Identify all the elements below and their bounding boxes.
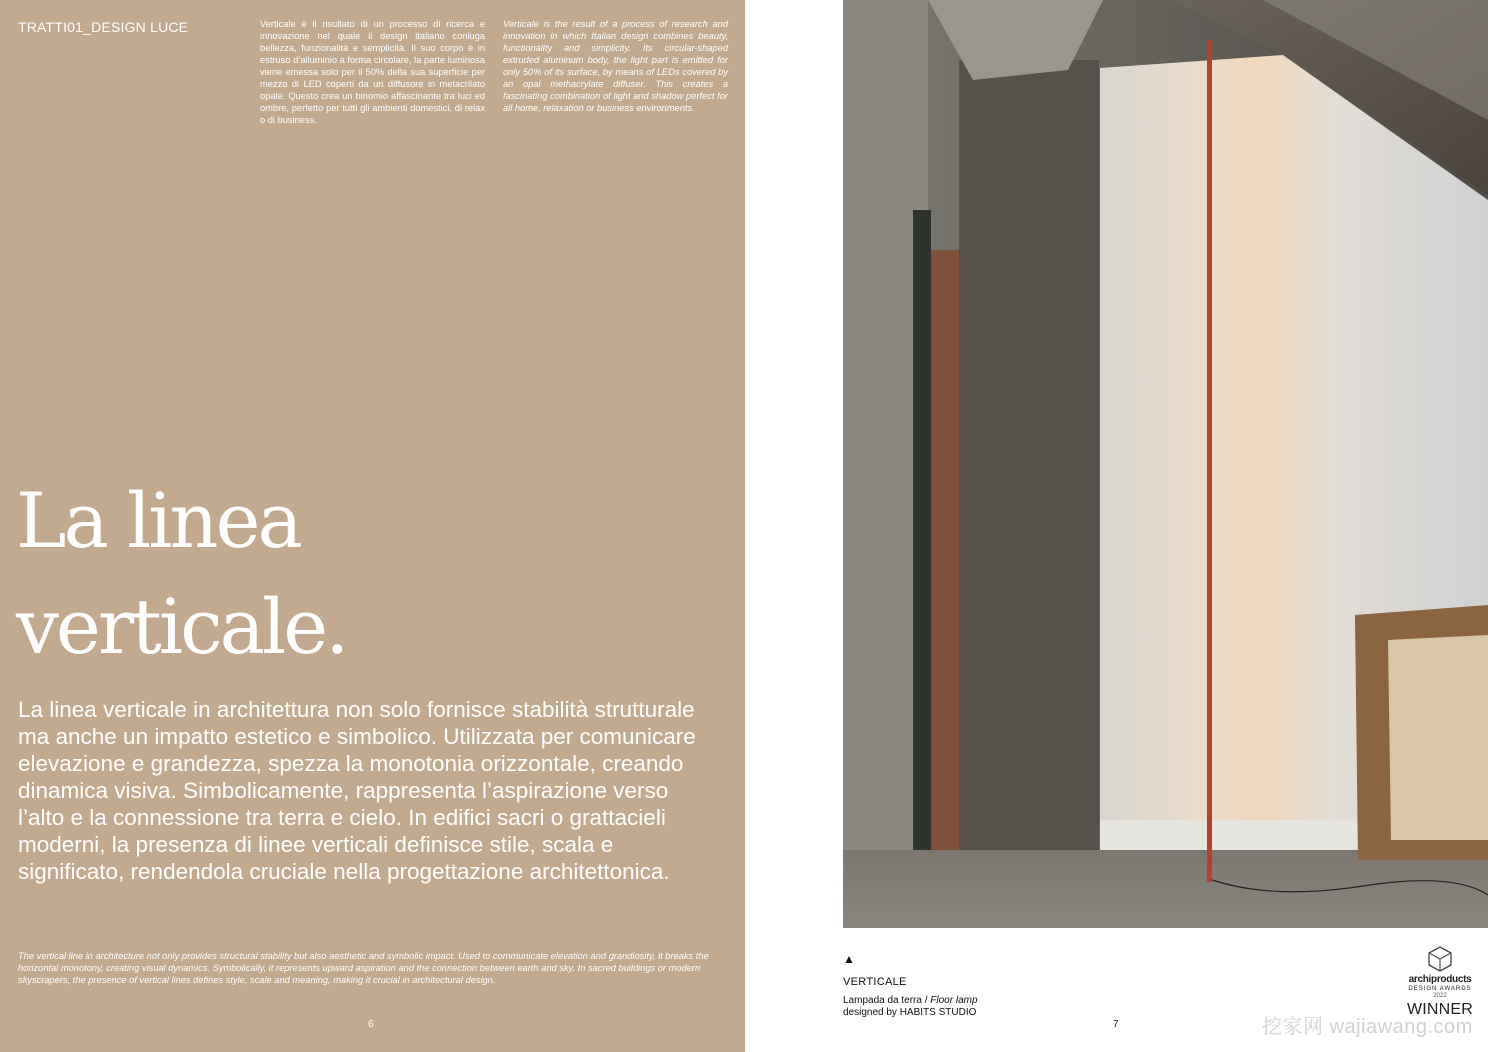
body-text-english: The vertical line in architecture not only provides structural stability but also aesthetic and symbolic impact. Used to communicate elevation and grandiosity, it breaks the horizontal monotony, creating visual dynamics. Symbolically, it represents upward aspiration and the connection between earth and sky. In sacred buildings or modern skyscrapers, the presence of vertical lines defines style, scale and meaning, making it crucial in architectural design. <box>18 951 709 985</box>
award-subtitle: DESIGN AWARDS <box>1408 986 1472 992</box>
award-year: 2022 <box>1433 993 1447 999</box>
award-badge <box>1400 945 1480 1019</box>
product-type-italian: Lampada da terra / <box>843 995 931 1006</box>
caption-arrow-icon: ▲ <box>843 952 855 966</box>
award-brand: archiproducts <box>1408 974 1472 985</box>
product-photo <box>843 0 1488 928</box>
body-text-italian: La linea verticale in architettura non solo fornisce stabilità strutturale ma anche un impatto estetico e simbolico. Utilizzata per comunicare elevazione e grandezza, spezza la monotonia orizzontale, creando dinamica visiva. Simbolicamente, rappresenta l’aspirazione verso l’alto e la connessione tra terra e cielo. In edifici sacri o grattacieli moderni, la presenza di linee verticali definisce stile, scala e significato, rendendola cruciale nella progettazione architettonica. <box>18 697 696 884</box>
intro-text-italian: Verticale è il risultato di un processo di ricerca e innovazione nel quale il design italiano coniuga bellezza, funzionalità e semplicità. Il suo corpo è in estruso d’alluminio a forma circolare, la parte luminosa viene emessa solo per il 50% della sua superficie per mezzo di LED coperti da un diffusore in metacrilato opale. Questo crea un binomio affascinante tra luci ed ombre, perfetto per tutti gli ambienti domestici, di relax o di business. <box>260 19 485 125</box>
page-headline <box>16 468 616 680</box>
lamp-rod <box>1207 40 1212 882</box>
page-number-right: 7 <box>1113 1019 1119 1030</box>
product-designer: designed by HABITS STUDIO <box>843 1007 977 1018</box>
section-tag: TRATTI01_DESIGN LUCE <box>18 19 189 35</box>
right-page <box>745 0 1488 1052</box>
award-label: WINNER <box>1406 1001 1474 1018</box>
product-type <box>843 995 978 1006</box>
page-number-left: 6 <box>368 1019 374 1030</box>
award-cube-icon <box>1426 945 1454 973</box>
intro-text-english: Verticale is the result of a process of research and innovation in which Italian design combines beauty, functionality and simplicity. Its circular-shaped extruded aluminum body, the light part is emitted for only 50% of its surface, by means of LEDs covered by an opal methacrylate diffuser. This creates a fascinating combination of light and shadow perfect for all home, relaxation or business environments. <box>503 19 728 113</box>
headline-line-2: verticale. <box>16 582 347 671</box>
product-name: VERTICALE <box>843 976 907 988</box>
interior-scene-illustration <box>843 0 1488 928</box>
watermark: 挖家网 wajiawang.com <box>1262 1016 1473 1038</box>
product-type-english: Floor lamp <box>930 995 978 1006</box>
headline-line-1: La linea <box>16 476 300 565</box>
